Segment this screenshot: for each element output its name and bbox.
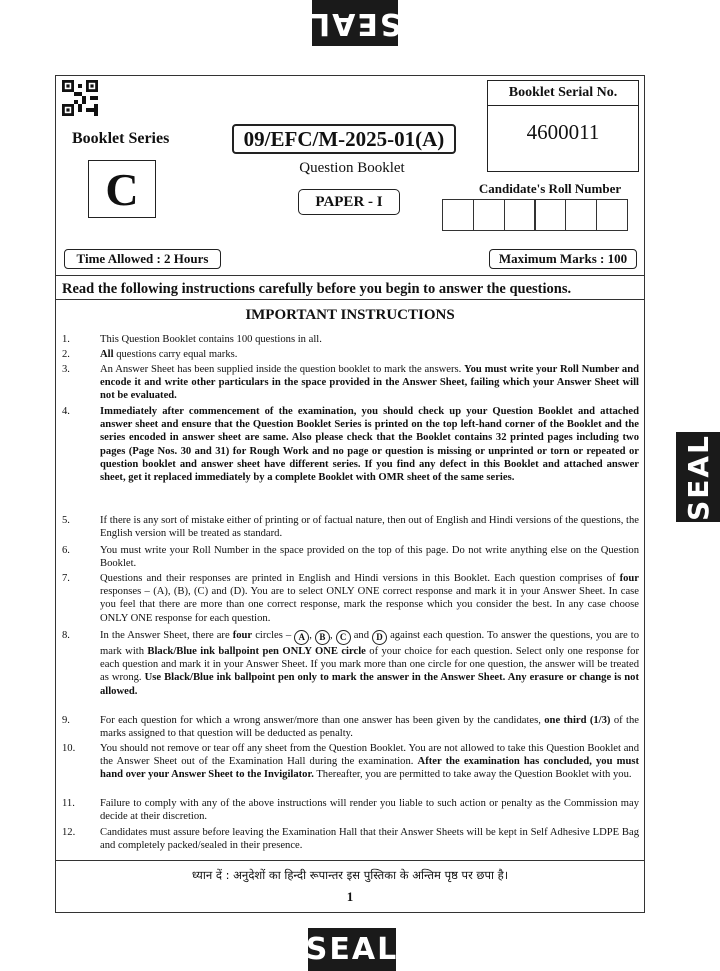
paper-label: PAPER - I bbox=[298, 189, 400, 215]
instruction-10: 10. You should not remove or tear off any sheet from the Question Booklet. You are not allowed to take this Question Booklet and the Answer Sheet out of the Examination Hall during the examination. After the examination has concluded, you must hand over your Answer Sheet to the Invigilator. Thereafter, you are permitted to take away the Question Booklet with you. bbox=[62, 743, 639, 781]
instruction-7: 7. Questions and their responses are printed in English and Hindi versions in this Booklet. Each question comprises of four responses – (A), (B), (C) and (D). You are to select ONLY ONE correct response and mark it in your Answer Sheet. In case you feel that there are more than one correct response, mark the response which you consider the best. In any case choose ONLY ONE response for each question. bbox=[62, 573, 639, 624]
maximum-marks: Maximum Marks : 100 bbox=[489, 249, 637, 269]
seal-stamp-right: SEAL bbox=[676, 432, 720, 522]
instruction-11: 11. Failure to comply with any of the above instructions will render you liable to such action or penalty as the Commission may decide at their discretion. bbox=[62, 798, 639, 823]
qr-code-icon bbox=[62, 80, 98, 116]
roll-digit-box[interactable] bbox=[504, 199, 536, 231]
answer-circle-d: D bbox=[372, 630, 387, 645]
answer-circle-a: A bbox=[294, 630, 309, 645]
serial-number-box bbox=[487, 80, 639, 172]
roll-digit-box[interactable] bbox=[596, 199, 628, 231]
serial-number-label: Booklet Serial No. bbox=[488, 81, 638, 106]
time-allowed: Time Allowed : 2 Hours bbox=[64, 249, 221, 269]
read-instructions: Read the following instructions carefully before you begin to answer the questions. bbox=[62, 281, 572, 297]
answer-circle-b: B bbox=[315, 630, 330, 645]
booklet-code: 09/EFC/M-2025-01(A) bbox=[232, 124, 456, 154]
instruction-5: 5. If there is any sort of mistake either of printing or of factual nature, then out of English and Hindi versions of the questions, the English version will be treated as standard. bbox=[62, 515, 639, 540]
serial-number-value: 4600011 bbox=[526, 120, 600, 144]
roll-digit-box[interactable] bbox=[442, 199, 474, 231]
booklet-series-value: C bbox=[88, 160, 156, 218]
roll-digit-box[interactable] bbox=[565, 199, 597, 231]
instruction-1: 1. This Question Booklet contains 100 questions in all. bbox=[62, 334, 322, 345]
divider bbox=[55, 860, 645, 861]
instruction-8: 8. In the Answer Sheet, there are four circles – A , B , C and D against each question. To answer the questions, you are to mark with Black/Blue ink ballpoint pen ONLY ONE circle of your choice for each question. Select only one response for each question and mark it in your Answer Sheet. If you mark more than one circle for one question, the answer will be treated as wrong. Use Black/Blue ink ballpoint pen only to mark the answer in the Answer Sheet. Any erasure or change is not allowed. bbox=[62, 630, 640, 697]
page-number: 1 bbox=[346, 889, 354, 904]
roll-number-boxes[interactable] bbox=[442, 199, 627, 231]
seal-stamp-top: SEAL bbox=[312, 0, 398, 46]
seal-stamp-bottom: SEAL bbox=[308, 928, 396, 971]
hindi-note: ध्यान दें : अनुदेशों का हिन्दी रूपान्तर इस पुस्तिका के अन्तिम पृष्ठ पर छपा है। bbox=[191, 868, 509, 882]
important-instructions-title: IMPORTANT INSTRUCTIONS bbox=[245, 307, 455, 323]
instruction-12: 12. Candidates must assure before leaving the Examination Hall that their Answer Sheets will be kept in Self Adhesive LDPE Bag and completely packed/sealed in their presence. bbox=[62, 827, 639, 852]
instruction-4: 4. Immediately after commencement of the examination, you should check up your Question Booklet and attached answer sheet and ensure that the Question Booklet Series is printed on the top left-hand corner of the Booklet and the series encoded in answer sheet are same. Also please check that the Booklet contains 32 printed pages including two pages (Page Nos. 30 and 31) for Rough Work and no page or question is missing or unprinted or torn or repeated or question booklet and answer sheet have different series. If you find any defect in this Booklet and attached answer sheet, get it replaced immediately by a complete Booklet with OMR sheet of the same series. bbox=[62, 406, 639, 484]
instruction-2: 2. All questions carry equal marks. bbox=[62, 349, 238, 360]
roll-digit-box[interactable] bbox=[473, 199, 505, 231]
roll-digit-box[interactable] bbox=[534, 199, 566, 231]
answer-circle-c: C bbox=[336, 630, 351, 645]
instruction-9: 9. For each question for which a wrong answer/more than one answer has been given by the candidates, one third (1/3) of the marks assigned to that question will be deducted as penalty. bbox=[62, 715, 639, 740]
instruction-6: 6. You must write your Roll Number in the space provided on the top of this page. Do not write anything else on the Question Booklet. bbox=[62, 545, 639, 570]
roll-number-label: Candidate's Roll Number bbox=[478, 181, 622, 196]
divider bbox=[55, 299, 645, 300]
booklet-series-label: Booklet Series bbox=[72, 130, 170, 147]
question-booklet-label: Question Booklet bbox=[299, 160, 405, 176]
instruction-3: 3. An Answer Sheet has been supplied inside the question booklet to mark the answers. You must write your Roll Number and encode it and write other particulars in the space provided in the Answer Sheet, failing which your Answer Sheet will not be evaluated. bbox=[62, 364, 639, 402]
divider bbox=[55, 275, 645, 276]
